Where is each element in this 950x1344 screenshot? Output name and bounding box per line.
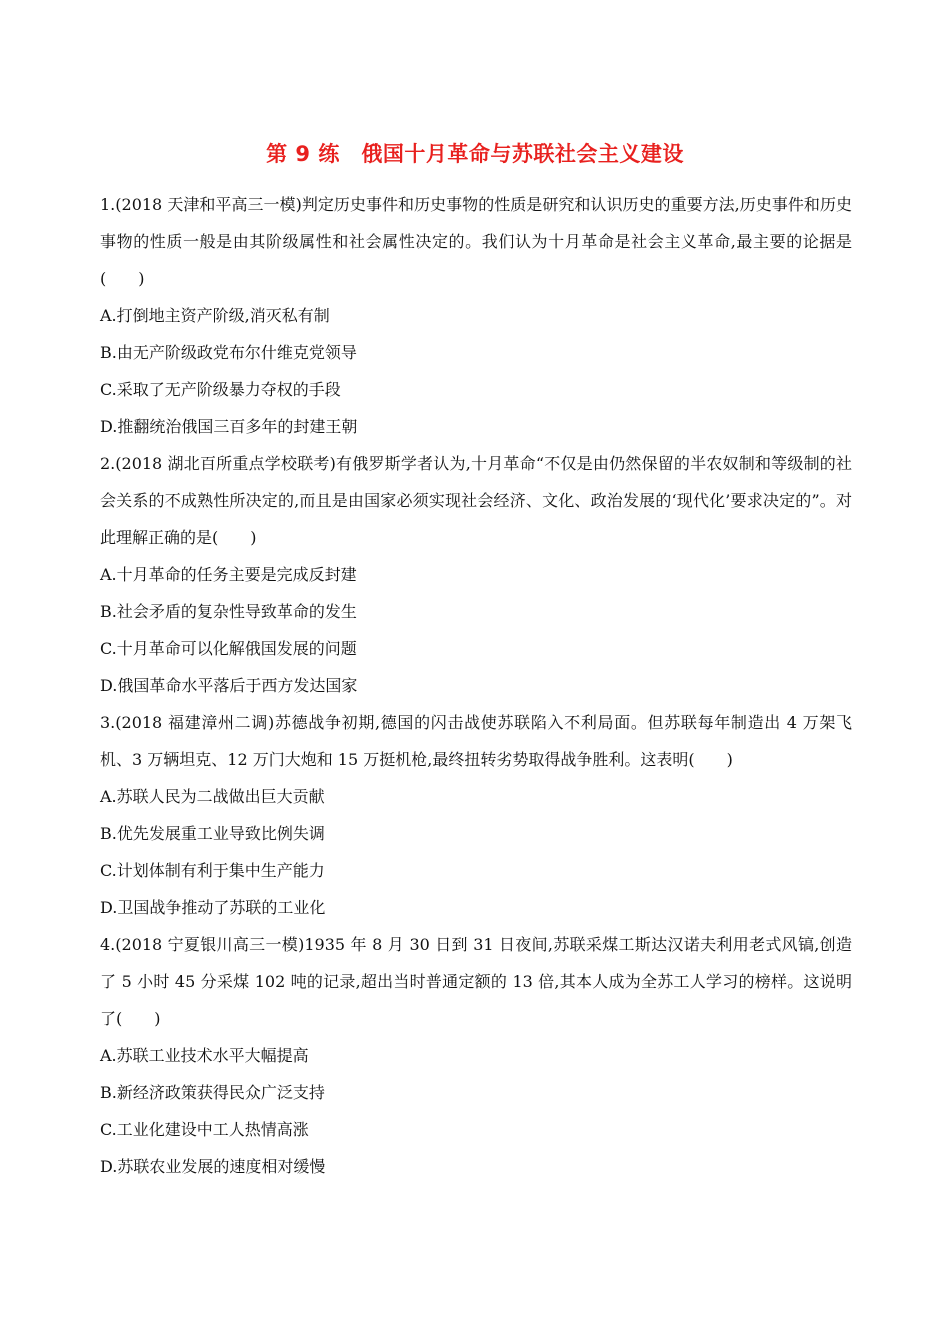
question-stem: 1.(2018 天津和平高三一模)判定历史事件和历史事物的性质是研究和认识历史的重要方法,历史事件和历史事物的性质一般是由其阶级属性和社会属性决定的。我们认为十月革命是社会主义革命,最主要的论据是( ): [100, 195, 852, 288]
option-d: D.卫国战争推动了苏联的工业化: [100, 898, 326, 917]
page-title: 第 9 练 俄国十月革命与苏联社会主义建设: [266, 142, 684, 166]
option-d: D.苏联农业发展的速度相对缓慢: [100, 1157, 326, 1176]
option-b: B.由无产阶级政党布尔什维克党领导: [100, 343, 357, 362]
question-stem: 2.(2018 湖北百所重点学校联考)有俄罗斯学者认为,十月革命“不仅是由仍然保留的半农奴制和等级制的社会关系的不成熟性所决定的,而且是由国家必须实现社会经济、文化、政治发展的‘现代化’要求决定的”。对此理解正确的是( ): [100, 454, 852, 547]
option-c: C.十月革命可以化解俄国发展的问题: [100, 639, 357, 658]
option-d: D.俄国革命水平落后于西方发达国家: [100, 676, 358, 695]
option-c: C.采取了无产阶级暴力夺权的手段: [100, 380, 341, 399]
option-b: B.优先发展重工业导致比例失调: [100, 824, 325, 843]
question-list: [100, 186, 852, 1185]
question-4: [100, 926, 852, 1185]
question-3: [100, 704, 852, 926]
option-d: D.推翻统治俄国三百多年的封建王朝: [100, 417, 358, 436]
option-a: A.苏联工业技术水平大幅提高: [100, 1046, 309, 1065]
option-a: A.苏联人民为二战做出巨大贡献: [100, 787, 325, 806]
option-a: A.打倒地主资产阶级,消灭私有制: [100, 306, 330, 325]
question-stem: 4.(2018 宁夏银川高三一模)1935 年 8 月 30 日到 31 日夜间,苏联采煤工斯达汉诺夫利用老式风镐,创造了 5 小时 45 分采煤 102 吨的记录,超出当时普通定额的 13 倍,其本人成为全苏工人学习的榜样。这说明了( ): [100, 935, 852, 1028]
option-c: C.工业化建设中工人热情高涨: [100, 1120, 309, 1139]
option-a: A.十月革命的任务主要是完成反封建: [100, 565, 357, 584]
option-b: B.社会矛盾的复杂性导致革命的发生: [100, 602, 357, 621]
question-1: [100, 186, 852, 445]
option-b: B.新经济政策获得民众广泛支持: [100, 1083, 325, 1102]
question-2: [100, 445, 852, 704]
option-c: C.计划体制有利于集中生产能力: [100, 861, 325, 880]
question-stem: 3.(2018 福建漳州二调)苏德战争初期,德国的闪击战使苏联陷入不利局面。但苏联每年制造出 4 万架飞机、3 万辆坦克、12 万门大炮和 15 万挺机枪,最终扭转劣势取得战争胜利。这表明( ): [100, 713, 852, 769]
